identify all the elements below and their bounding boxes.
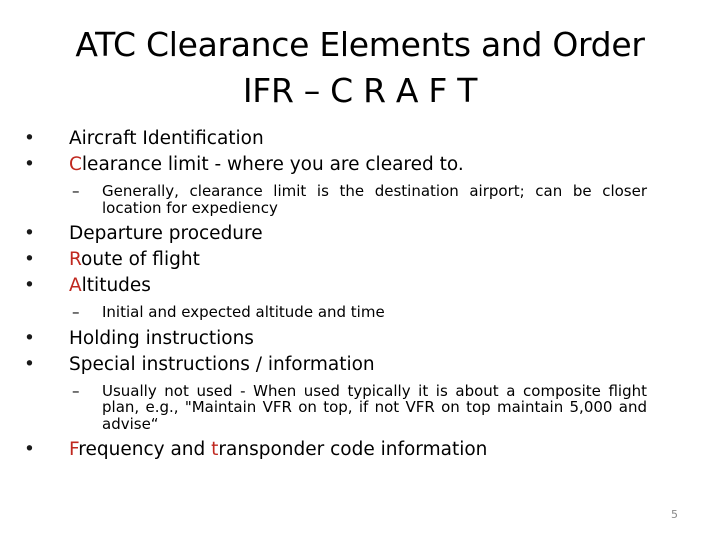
subitem-text: Generally, clearance limit is the destination airport; can be closer location for expediency [102, 182, 647, 217]
bullet-dot-icon: • [24, 353, 35, 375]
bullet-list [24, 126, 684, 463]
bullet-accent-letter: R [69, 249, 82, 270]
bullet-accent-letter: A [69, 275, 82, 296]
bullet-route-of-flight [24, 247, 684, 273]
dash-icon: – [72, 381, 80, 400]
bullet-text: Holding instructions [69, 327, 254, 349]
page-number: 5 [671, 508, 678, 521]
bullet-accent-letter: F [69, 439, 79, 460]
subitem-text: Usually not used - When used typically it is about a composite flight plan, e.g., "Maintain VFR on top, if not VFR on top maintain 5,000 and advise“ [102, 381, 647, 433]
slide-title [0, 22, 720, 114]
bullet-text: oute of flight [81, 249, 200, 270]
bullet-special-instructions [24, 352, 684, 378]
title-line-1: ATC Clearance Elements and Order [75, 25, 645, 64]
bullet-holding-instructions [24, 326, 684, 352]
bullet-text: Aircraft Identification [69, 128, 264, 149]
bullet-dot-icon: • [24, 154, 35, 175]
bullet-dot-icon: • [24, 275, 35, 296]
subitem-text: Initial and expected altitude and time [102, 303, 385, 321]
bullet-text-2: ransponder code information [218, 439, 488, 460]
bullet-dot-icon: • [24, 439, 35, 460]
bullet-dot-icon: • [24, 327, 35, 349]
subitem-altitudes [72, 304, 647, 321]
bullet-clearance-limit [24, 152, 684, 178]
bullet-text: requency and [78, 439, 212, 460]
subitem-clearance-limit [72, 183, 647, 216]
dash-icon: – [72, 182, 80, 200]
subitem-special-instructions [72, 383, 647, 433]
bullet-frequency-transponder [24, 437, 684, 463]
bullet-dot-icon: • [24, 128, 35, 149]
bullet-dot-icon: • [24, 223, 35, 244]
bullet-text: learance limit - where you are cleared to. [81, 154, 464, 175]
bullet-accent-letter-2: t [211, 439, 219, 460]
bullet-text: ltitudes [81, 275, 151, 296]
dash-icon: – [72, 303, 80, 321]
bullet-accent-letter: C [69, 154, 82, 175]
bullet-text: Departure procedure [69, 223, 263, 244]
bullet-aircraft-identification [24, 126, 684, 152]
bullet-text: Special instructions / information [69, 353, 375, 375]
bullet-altitudes [24, 273, 684, 299]
title-line-2: IFR – C R A F T [242, 71, 478, 110]
bullet-dot-icon: • [24, 249, 35, 270]
bullet-departure-procedure [24, 221, 684, 247]
